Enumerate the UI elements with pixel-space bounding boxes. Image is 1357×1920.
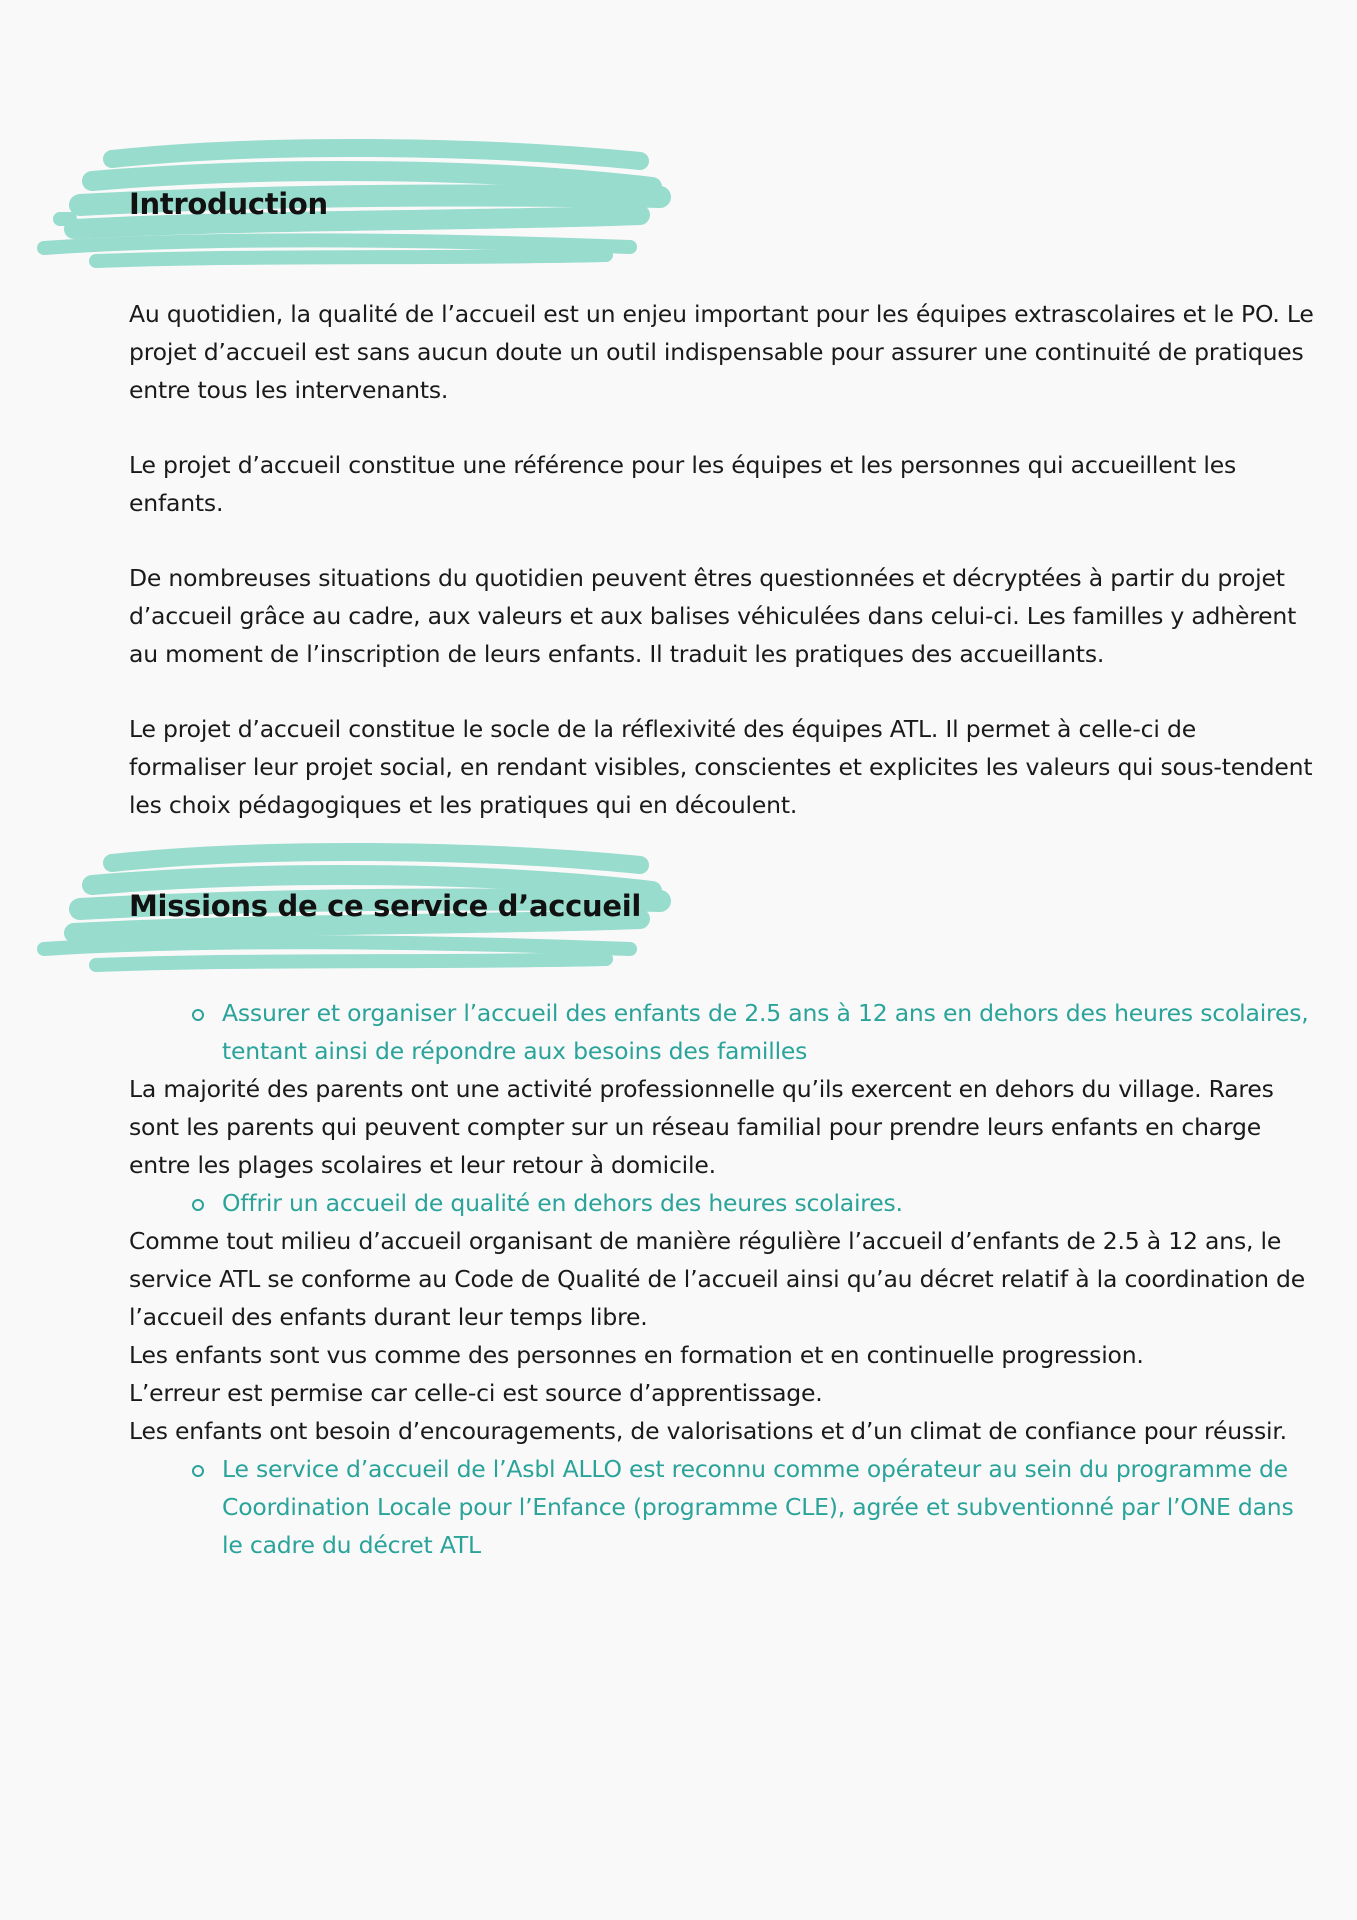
- mission-paragraph: La majorité des parents ont une activité professionnelle qu’ils exercent en dehors du village. Rares sont les parents qui peuvent compter sur un réseau familial pour prendre leurs enfants en charge entre les plages scolaires et leur retour à domicile.: [129, 1075, 1274, 1179]
- missions-heading-block: [0, 837, 700, 977]
- circle-bullet-icon: [192, 1009, 204, 1021]
- missions-title: Missions de ce service d’accueil: [129, 889, 642, 923]
- mission-paragraph: Comme tout milieu d’accueil organisant de manière régulière l’accueil d’enfants de 2.5 à 12 ans, le service ATL se conforme au Code de Qualité de l’accueil ainsi qu’au décret relatif à la coordination de l’accueil des enfants durant leur temps libre.: [129, 1227, 1306, 1331]
- mission-bullet-text: Assurer et organiser l’accueil des enfants de 2.5 ans à 12 ans en dehors des heures scolaires, tentant ainsi de répondre aux besoins des familles: [222, 999, 1309, 1065]
- circle-bullet-icon: [192, 1465, 204, 1477]
- intro-heading-block: [0, 135, 700, 275]
- intro-title: Introduction: [129, 187, 328, 221]
- mission-bullet: [129, 994, 1319, 1070]
- circle-bullet-icon: [192, 1199, 204, 1211]
- intro-section: [129, 295, 1319, 824]
- mission-bullet-text: Le service d’accueil de l’Asbl ALLO est reconnu comme opérateur au sein du programme de Coordination Locale pour l’Enfance (programme CLE), agrée et subventionné par l’ONE dans le cadre du décret ATL: [222, 1455, 1294, 1559]
- mission-paragraph: Les enfants sont vus comme des personnes en formation et en continuelle progression.: [129, 1341, 1144, 1369]
- mission-bullet: [129, 1184, 1319, 1222]
- intro-paragraph: Le projet d’accueil constitue une référence pour les équipes et les personnes qui accueillent les enfants.: [129, 451, 1237, 517]
- intro-paragraph: De nombreuses situations du quotidien peuvent êtres questionnées et décryptées à partir du projet d’accueil grâce au cadre, aux valeurs et aux balises véhiculées dans celui-ci. Les familles y adhèrent au moment de l’inscription de leurs enfants. Il traduit les pratiques des accueillants.: [129, 564, 1297, 668]
- brush-highlight: [0, 135, 700, 275]
- mission-bullet-text: Offrir un accueil de qualité en dehors des heures scolaires.: [222, 1189, 903, 1217]
- mission-paragraph: L’erreur est permise car celle-ci est source d’apprentissage.: [129, 1379, 823, 1407]
- intro-paragraph: Au quotidien, la qualité de l’accueil est un enjeu important pour les équipes extrascolaires et le PO. Le projet d’accueil est sans aucun doute un outil indispensable pour assurer une continuité de pratiques entre tous les intervenants.: [129, 300, 1314, 404]
- mission-bullet: [129, 1450, 1319, 1564]
- mission-paragraph: Les enfants ont besoin d’encouragements, de valorisations et d’un climat de confiance pour réussir.: [129, 1417, 1287, 1445]
- intro-paragraph: Le projet d’accueil constitue le socle de la réflexivité des équipes ATL. Il permet à celle-ci de formaliser leur projet social, en rendant visibles, conscientes et explicites les valeurs qui sous-tendent les choix pédagogiques et les pratiques qui en découlent.: [129, 715, 1313, 819]
- missions-section: [129, 994, 1319, 1564]
